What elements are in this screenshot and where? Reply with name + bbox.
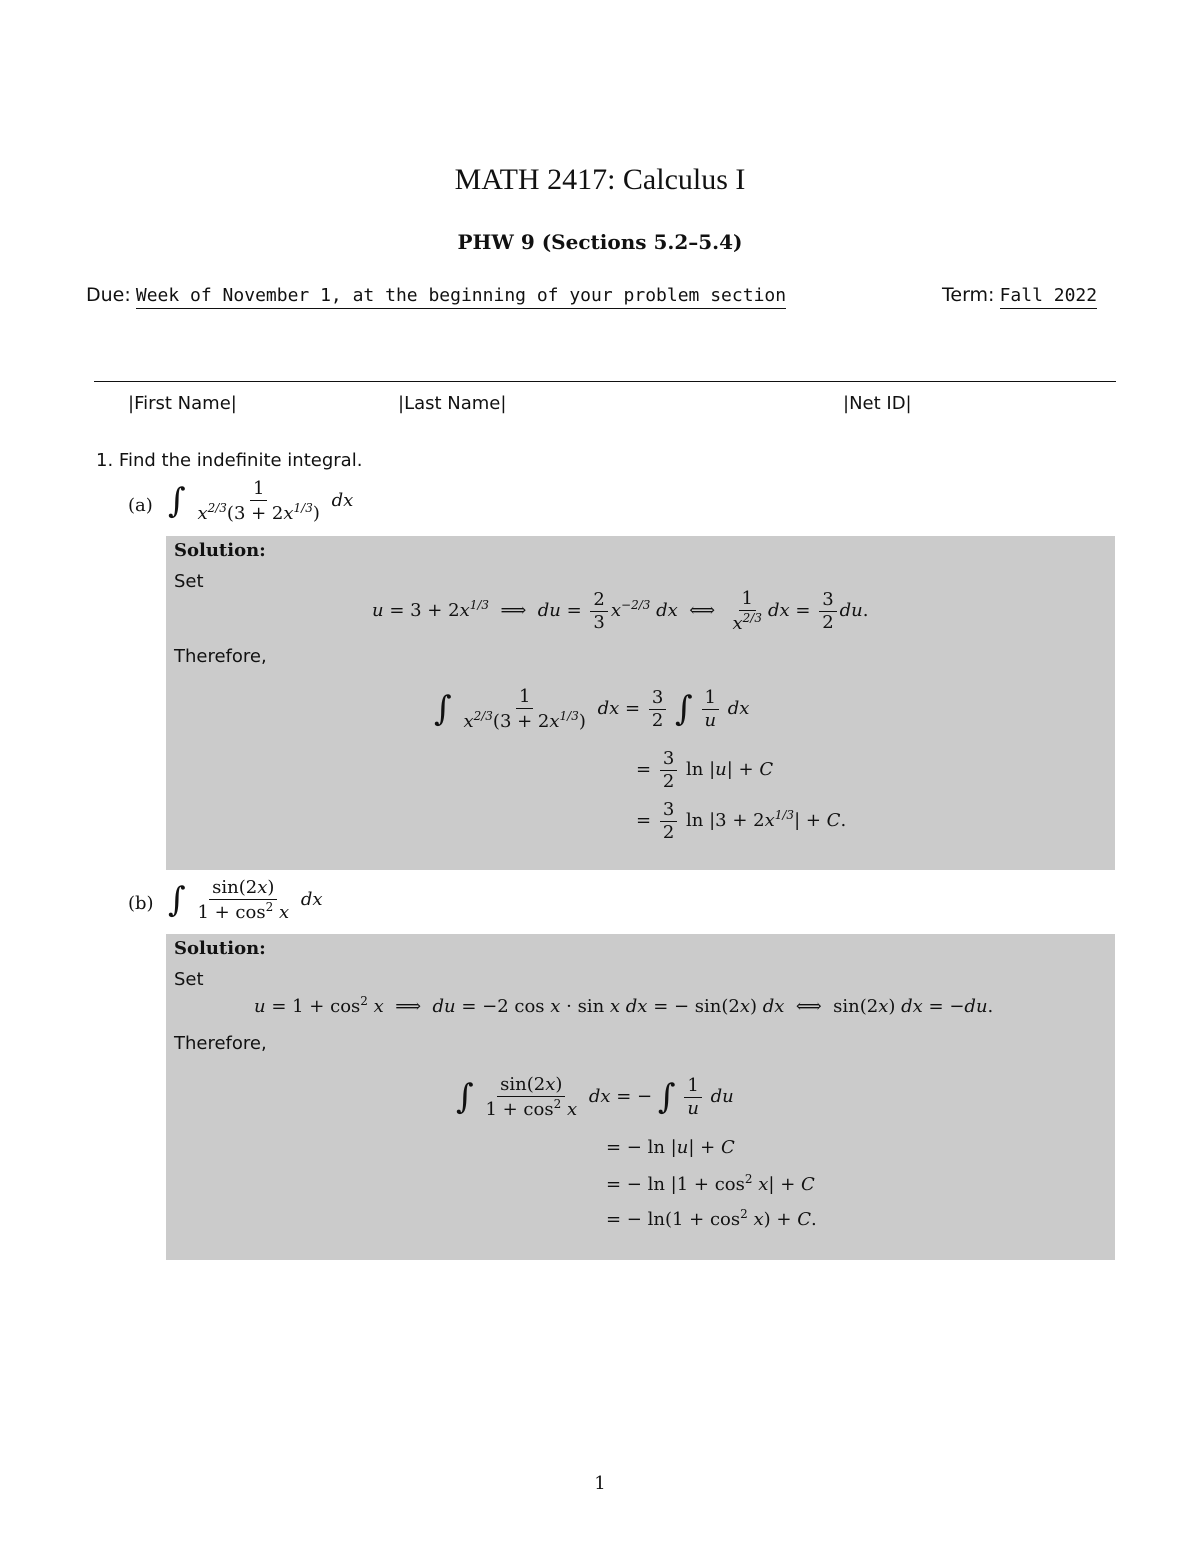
solution-heading-a: Solution: <box>174 540 266 561</box>
therefore-text-a: Therefore, <box>174 646 267 667</box>
term-label: Term: <box>942 284 995 306</box>
part-a-integral: ∫ $\frac{1}{x^{2/3}(3 + 2x^{1/3})}$ dx <box>168 478 354 524</box>
due-line <box>86 284 786 306</box>
term-line <box>942 284 1097 306</box>
substitution-b: $u = 1 + \cos^2 x$ ⟹ du = −2 cos x · sin x dx = − sin(2x) dx ⟺ sin(2x) dx = −du. <box>254 994 994 1017</box>
integral-step-b3: = − $\ln |1 + \cos^2 x| + C$ <box>606 1172 815 1195</box>
assignment-title: PHW 9 (Sections 5.2–5.4) <box>457 230 743 254</box>
course-title: MATH 2417: Calculus I <box>454 163 746 196</box>
question-prompt: Find the indefinite integral. <box>118 450 363 471</box>
set-text-b: Set <box>174 969 204 990</box>
first-name-field: |First Name| <box>128 393 237 414</box>
due-value: Week of November 1, at the beginning of your problem section <box>136 285 786 309</box>
integral-step-b2: = − ln |u| + C <box>606 1137 735 1158</box>
integral-step-a3: = $\frac{3}{2}$ $\ln |3 + 2x^{1/3}| + C$. <box>636 799 847 843</box>
solution-heading-b: Solution: <box>174 938 266 959</box>
part-b-integral: ∫ $\frac{\sin(2x)}{1 + \cos^2 x}$ dx <box>168 877 323 923</box>
therefore-text-b: Therefore, <box>174 1033 267 1054</box>
page-number: 1 <box>594 1473 606 1494</box>
integral-step-a2: = $\frac{3}{2}$ ln |u| + C <box>636 748 774 792</box>
due-label: Due: <box>86 284 131 306</box>
substitution-a: $u = 3 + 2x^{1/3}$ ⟹ du = $\frac{2}{3}$ $x^{-2/3}$ dx ⟺ $\frac{1}{x^{2/3}}$ dx = $\frac{3}{2}$ du. <box>372 588 869 634</box>
last-name-field: |Last Name| <box>398 393 507 414</box>
header-divider <box>94 381 1116 382</box>
question-number: 1. <box>96 450 114 471</box>
question-1 <box>96 450 362 471</box>
part-b-label: (b) <box>128 893 154 914</box>
net-id-field: |Net ID| <box>843 393 912 414</box>
set-text-a: Set <box>174 571 204 592</box>
integral-step-a1: ∫ $\frac{1}{x^{2/3}(3 + 2x^{1/3})}$ dx = $\frac{3}{2}$ ∫ $\frac{1}{u}$ dx <box>434 686 750 732</box>
integral-step-b4: = − $\ln(1 + \cos^2 x) + C$. <box>606 1207 817 1230</box>
term-value: Fall 2022 <box>1000 285 1098 309</box>
integral-step-b1: ∫ $\frac{\sin(2x)}{1 + \cos^2 x}$ dx = − ∫ $\frac{1}{u}$ du <box>456 1074 734 1120</box>
part-a-label: (a) <box>128 495 153 516</box>
solution-box-b <box>166 934 1115 1260</box>
solution-box-a <box>166 536 1115 870</box>
